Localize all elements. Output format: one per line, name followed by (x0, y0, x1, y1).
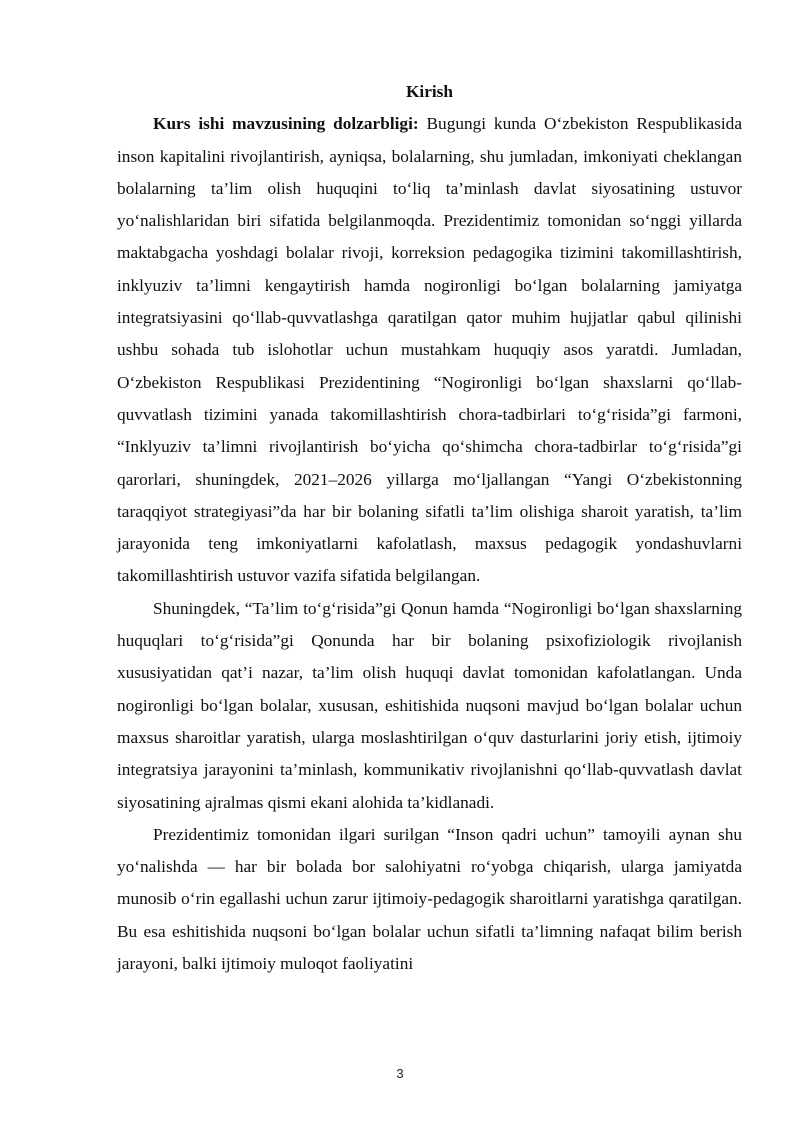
section-title: Kirish (405, 82, 454, 101)
page-number: 3 (396, 1066, 404, 1081)
paragraph-principle (117, 819, 742, 980)
paragraph-relevance (117, 108, 742, 592)
paragraph-lead: Kurs ishi mavzusining dolzarbligi: (153, 114, 419, 134)
paragraph-text: Prezidentimiz tomonidan ilgari surilgan “Inson qadri uchun” tamoyili aynan shu yo‘nalishda — har bir bolada bor salohiyatni ro‘yobga chiqarish, ularga jamiyatda munosib o‘rin egallashi uchun zarur ijtimoiy-pedagogik sharoitlarni yaratishga qaratilgan. Bu esa eshitishida nuqsoni bo‘lgan bolalar uchun sifatli ta’limning nafaqat bilim berish jarayoni, balki ijtimoiy muloqot faoliyatini (117, 824, 742, 974)
paragraph-laws (117, 593, 742, 819)
paragraph-text: Shuningdek, “Ta’lim to‘g‘risida”gi Qonun hamda “Nogironligi bo‘lgan shaxslarning huquqlari to‘g‘risida”gi Qonunda har bir bolaning psixofiziologik rivojlanish xususiyatidan qat’i nazar, ta’lim olish huquqi davlat tomonidan kafolatlangan. Unda nogironligi bo‘lgan bolalar, xususan, eshitishida nuqsoni mavjud bo‘lgan bolalar uchun maxsus sharoitlar yaratish, ularga moslashtirilgan o‘quv dasturlarini joriy etish, ijtimoiy integratsiya jarayonini ta’minlash, kommunikativ rivojlanishni qo‘llab-quvvatlash davlat siyosatining ajralmas qismi ekani alohida ta’kidlanadi. (117, 598, 742, 812)
page-body (117, 76, 742, 980)
paragraph-text: Bugungi kunda O‘zbekiston Respublikasida inson kapitalini rivojlantirish, ayniqsa, bolalarning, shu jumladan, imkoniyati cheklangan bolalarning ta’lim olish huquqini to‘liq ta’minlash davlat siyosatining ustuvor yo‘nalishlaridan biri sifatida belgilanmoqda. Prezidentimiz tomonidan so‘nggi yillarda maktabgacha yoshdagi bolalar rivoji, korreksion pedagogika tizimini takomillashtirish, inklyuziv ta’limni kengaytirish hamda nogironligi bo‘lgan bolalarning jamiyatga integratsiyasini qo‘llab-quvvatlashga qaratilgan qator muhim hujjatlar qabul qilinishi ushbu sohada tub islohotlar uchun mustahkam huquqiy asos yaratdi. Jumladan, O‘zbekiston Respublikasi Prezidentining “Nogironligi bo‘lgan shaxslarni qo‘llab-quvvatlash tizimini yanada takomillashtirish chora-tadbirlari to‘g‘risida”gi farmoni, “Inklyuziv ta’limni rivojlantirish bo‘yicha qo‘shimcha chora-tadbirlar to‘g‘risida”gi qarorlari, shuningdek, 2021–2026 yillarga mo‘ljallangan “Yangi O‘zbekistonning taraqqiyot strategiyasi”da har bir bolaning sifatli ta’lim olishiga sharoit yaratish, ta’lim jarayonida teng imkoniyatlarni kafolatlash, maxsus pedagogik yondashuvlarni takomillashtirish ustuvor vazifa sifatida belgilangan. (117, 114, 742, 586)
